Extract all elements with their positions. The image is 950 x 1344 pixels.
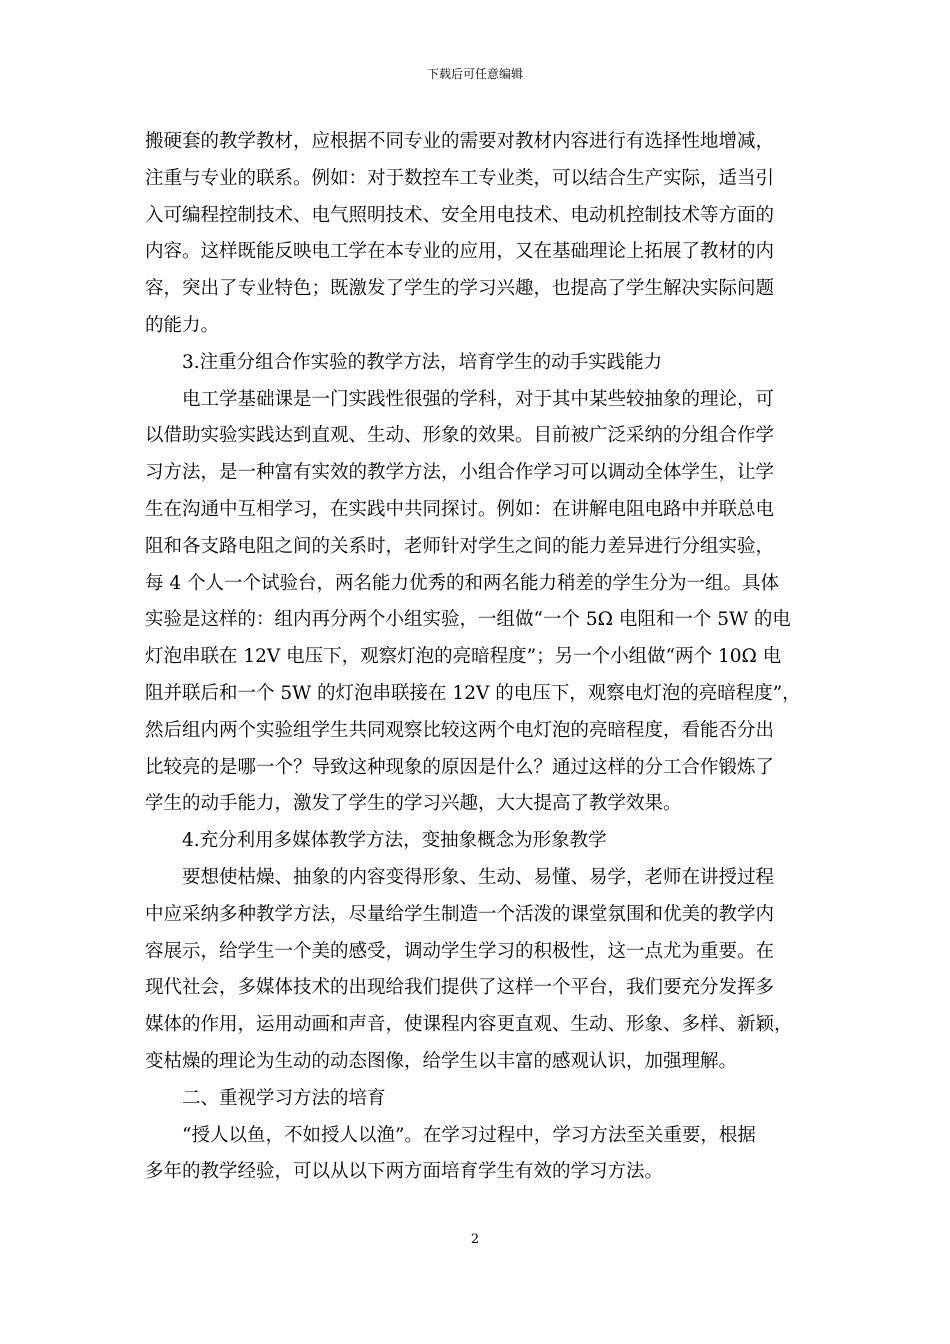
- text-line: 的能力。: [145, 314, 220, 336]
- text-line: 现代社会，多媒体技术的出现给我们提供了这样一个平台，我们要充分发挥多: [145, 977, 775, 999]
- text-line: 阻和各支路电阻之间的关系时，老师针对学生之间的能力差异进行分组实验，: [145, 535, 775, 557]
- text-line: 容，突出了专业特色；既激发了学生的学习兴趣，也提高了学生解决实际问题: [145, 278, 775, 300]
- text-line: 生在沟通中互相学习，在实践中共同探讨。例如：在讲解电阻电路中并联总电: [145, 498, 775, 520]
- text-line: 然后组内两个实验组学生共同观察比较这两个电灯泡的亮暗程度，看能否分出: [145, 719, 775, 741]
- text-line: 注重与专业的联系。例如：对于数控车工专业类，可以结合生产实际，适当引: [145, 167, 775, 189]
- text-line: 中应采纳多种教学方法，尽量给学生制造一个活泼的课堂氛围和优美的教学内: [145, 903, 775, 925]
- page-header: 下载后可任意编辑: [426, 67, 523, 81]
- text-line: 媒体的作用，运用动画和声音，使课程内容更直观、生动、形象、多样、新颖，: [145, 1014, 793, 1036]
- text-line: 3.注重分组合作实验的教学方法，培育学生的动手实践能力: [182, 351, 663, 373]
- text-line: 学生的动手能力，激发了学生的学习兴趣，大大提高了教学效果。: [145, 793, 682, 815]
- text-line: 每 4 个人一个试验台，两名能力优秀的和两名能力稍差的学生分为一组。具体: [145, 572, 780, 594]
- page-number: 2: [470, 1232, 480, 1247]
- text-line: 灯泡串联在 12V 电压下，观察灯泡的亮暗程度”；另一个小组做“两个 10Ω 电: [145, 646, 782, 668]
- text-line: 以借助实验实践达到直观、生动、形象的效果。目前被广泛采纳的分组合作学: [145, 425, 775, 447]
- text-line: 电工学基础课是一门实践性很强的学科，对于其中某些较抽象的理论，可: [182, 388, 775, 410]
- text-line: 比较亮的是哪一个？导致这种现象的原因是什么？通过这样的分工合作锻炼了: [145, 756, 775, 778]
- text-line: 阻并联后和一个 5W 的灯泡串联接在 12V 的电压下，观察电灯泡的亮暗程度”，: [145, 682, 801, 704]
- text-line: 搬硬套的教学教材，应根据不同专业的需要对教材内容进行有选择性地增减，: [145, 131, 775, 152]
- text-line: 4.充分利用多媒体教学方法，变抽象概念为形象教学: [182, 830, 607, 852]
- text-line: 二、重视学习方法的培育: [182, 1087, 386, 1109]
- document-body: [145, 124, 810, 1191]
- text-line: “授人以鱼，不如授人以渔”。在学习过程中，学习方法至关重要，根据: [182, 1124, 756, 1146]
- text-line: 要想使枯燥、抽象的内容变得形象、生动、易懂、易学，老师在讲授过程: [182, 866, 775, 888]
- text-line: 入可编程控制技术、电气照明技术、安全用电技术、电动机控制技术等方面的: [145, 204, 775, 226]
- text-line: 实验是这样的：组内再分两个小组实验，一组做“一个 5Ω 电阻和一个 5W 的电: [145, 609, 791, 631]
- text-line: 容展示，给学生一个美的感受，调动学生学习的积极性，这一点尤为重要。在: [145, 940, 775, 962]
- text-line: 内容。这样既能反映电工学在本专业的应用，又在基础理论上拓展了教材的内: [145, 241, 775, 263]
- text-line: 多年的教学经验，可以从以下两方面培育学生有效的学习方法。: [145, 1161, 664, 1183]
- text-line: 变枯燥的理论为生动的动态图像，给学生以丰富的感观认识，加强理解。: [145, 1050, 738, 1072]
- text-line: 习方法，是一种富有实效的教学方法，小组合作学习可以调动全体学生，让学: [145, 462, 775, 484]
